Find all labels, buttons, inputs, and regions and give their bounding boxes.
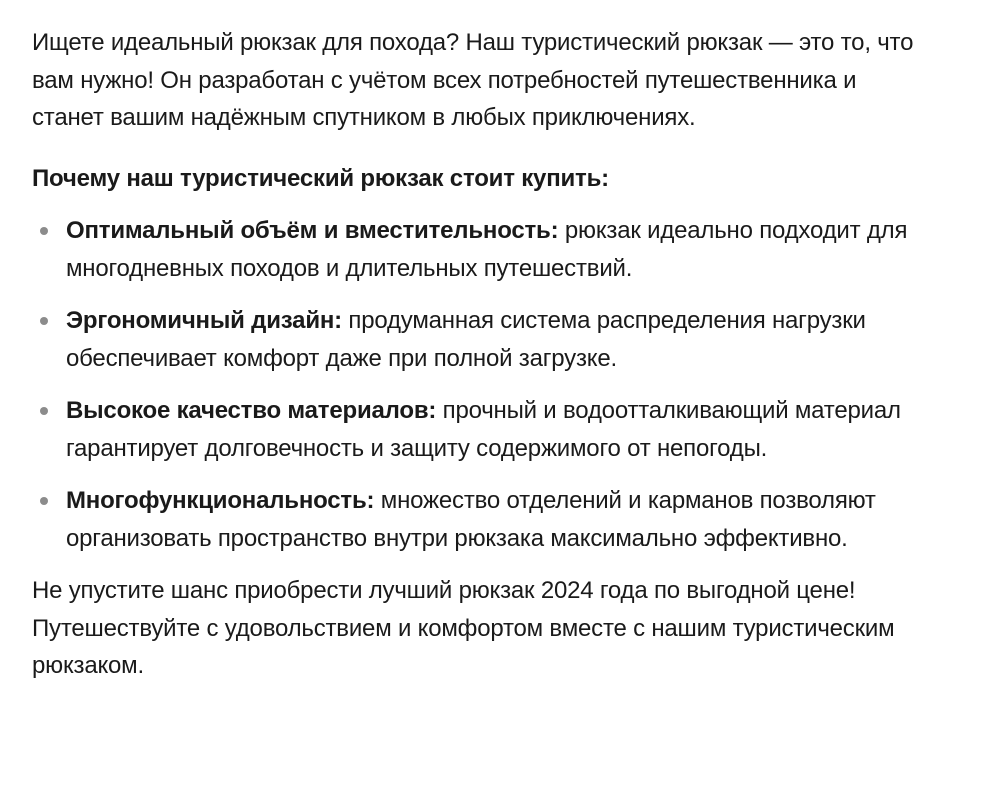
list-item [32,392,932,467]
feature-term: Оптимальный объём и вместительность: [66,217,559,244]
article-body [32,24,932,685]
features-list [32,212,932,557]
feature-term: Многофункциональность: [66,487,375,514]
intro-paragraph: Ищете идеальный рюкзак для похода? Наш туристический рюкзак — это то, что вам нужно! Он разработан с учётом всех потребностей путешественника и станет вашим надёжным спутником в любых приключениях. [32,29,914,131]
feature-text: продуманная система распределения нагрузки обеспечивает комфорт даже при полной загрузке. [66,307,866,372]
feature-text: множество отделений и карманов позволяют организовать пространство внутри рюкзака максимально эффективно. [66,487,876,552]
feature-term: Эргономичный дизайн: [66,307,342,334]
feature-text: рюкзак идеально подходит для многодневных походов и длительных путешествий. [66,217,908,282]
section-heading: Почему наш туристический рюкзак стоит купить: [32,164,609,192]
list-item [32,302,932,377]
feature-term: Высокое качество материалов: [66,397,437,424]
outro-paragraph: Не упустите шанс приобрести лучший рюкзак 2024 года по выгодной цене! Путешествуйте с удовольствием и комфортом вместе с нашим туристическим рюкзаком. [32,577,895,679]
list-item [32,482,932,557]
list-item [32,212,932,287]
feature-text: прочный и водоотталкивающий материал гарантирует долговечность и защиту содержимого от непогоды. [66,397,901,462]
